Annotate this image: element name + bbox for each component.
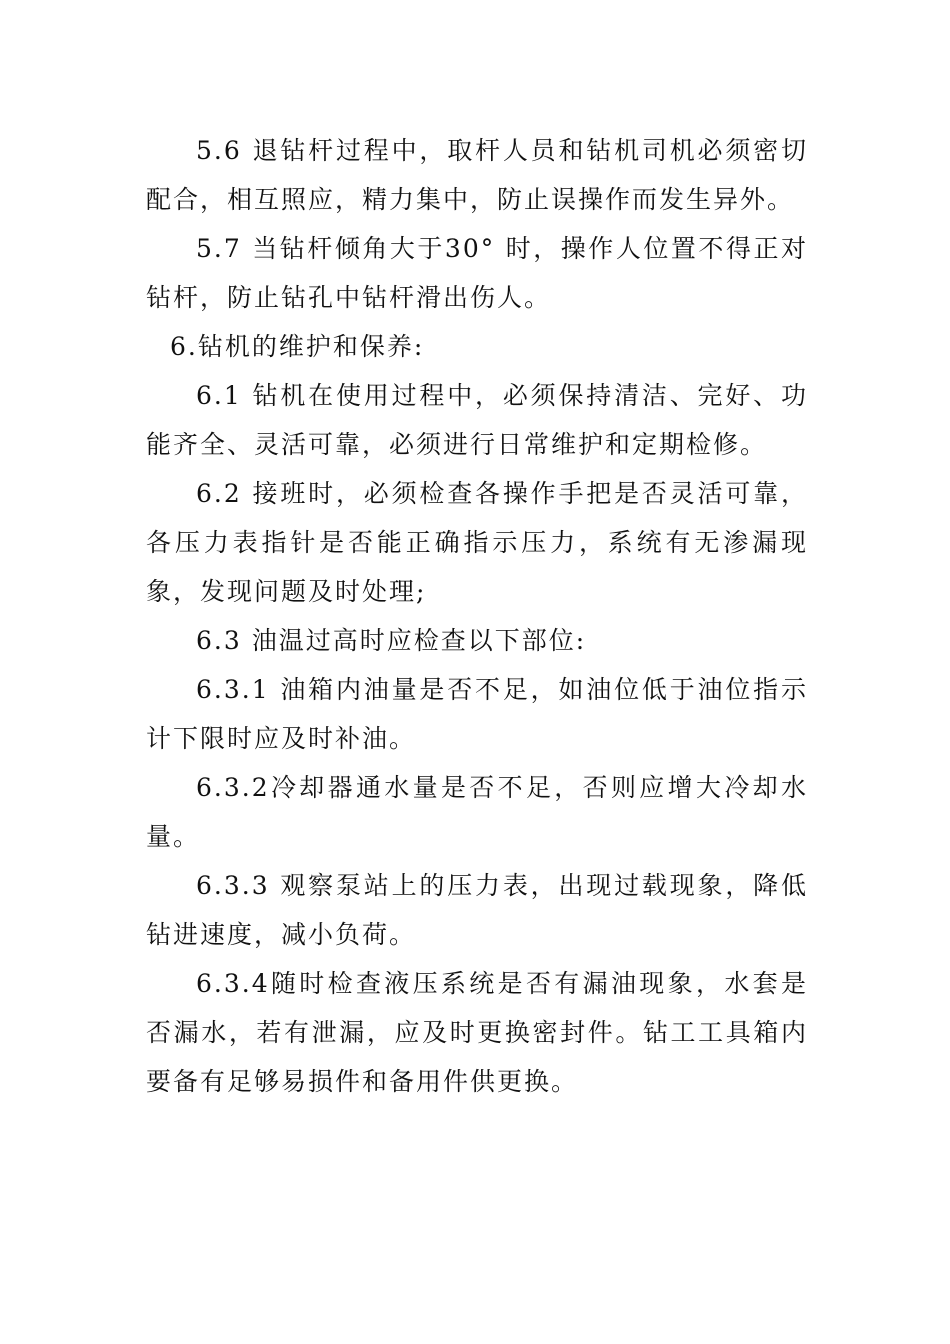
paragraph-6-3: 6.3 油温过高时应检查以下部位: [196, 626, 587, 655]
paragraph-6-2: 6.2 接班时，必须检查各操作手把是否灵活可靠，各压力表指针是否能正确指示压力，系统有无渗漏现象，发现问题及时处理; [146, 479, 808, 606]
document-body [146, 126, 808, 1106]
paragraph-6-3-4: 6.3.4随时检查液压系统是否有漏油现象，水套是否漏水，若有泄漏，应及时更换密封件。钻工工具箱内要备有足够易损件和备用件供更换。 [146, 969, 808, 1096]
paragraph-6-3-3: 6.3.3 观察泵站上的压力表，出现过载现象，降低钻进速度，减小负荷。 [146, 871, 808, 949]
paragraph-6-3-2: 6.3.2冷却器通水量是否不足，否则应增大冷却水量。 [146, 773, 808, 851]
paragraph-6-1: 6.1 钻机在使用过程中，必须保持清洁、完好、功能齐全、灵活可靠，必须进行日常维护和定期检修。 [146, 381, 808, 459]
paragraph-6-3-1: 6.3.1 油箱内油量是否不足，如油位低于油位指示计下限时应及时补油。 [146, 675, 808, 753]
paragraph-5-7: 5.7 当钻杆倾角大于30° 时，操作人位置不得正对钻杆，防止钻孔中钻杆滑出伤人。 [146, 234, 808, 312]
section-heading-6: 6.钻机的维护和保养: [170, 332, 425, 361]
paragraph-5-6: 5.6 退钻杆过程中，取杆人员和钻机司机必须密切配合，相互照应，精力集中，防止误操作而发生异外。 [146, 136, 808, 214]
